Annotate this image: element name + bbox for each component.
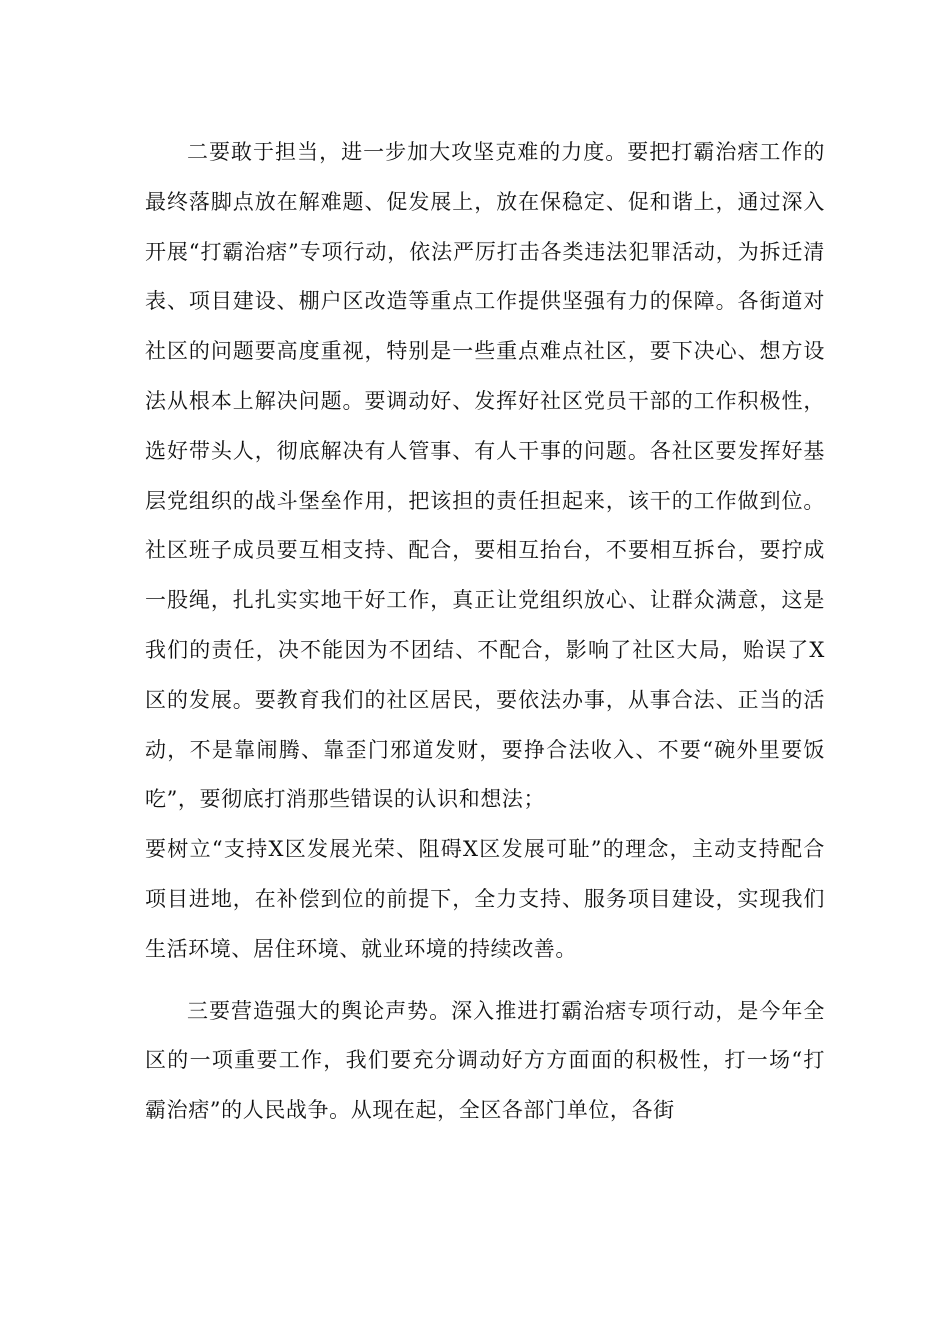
document-body xyxy=(145,128,825,1136)
paragraph-two-dare-to-take-responsibility: 二要敢于担当，进一步加大攻坚克难的力度。要把打霸治痞工作的最终落脚点放在解难题、促发展上，放在保稳定、促和谐上，通过深入开展“打霸治痞”专项行动，依法严厉打击各类违法犯罪活动，为拆迁清表、项目建设、棚户区改造等重点工作提供坚强有力的保障。各街道对社区的问题要高度重视，特别是一些重点难点社区，要下决心、想方设法从根本上解决问题。要调动好、发挥好社区党员干部的工作积极性，选好带头人，彻底解决有人管事、有人干事的问题。各社区要发挥好基层党组织的战斗堡垒作用，把该担的责任担起来，该干的工作做到位。社区班子成员要互相支持、配合，要相互抬台，不要相互拆台，要拧成一股绳，扎扎实实地干好工作，真正让党组织放心、让群众满意，这是我们的责任，决不能因为不团结、不配合，影响了社区大局，贻误了X区的发展。要教育我们的社区居民，要依法办事，从事合法、正当的活动，不是靠闹腾、靠歪门邪道发财，要挣合法收入、不要“碗外里要饭吃”，要彻底打消那些错误的认识和想法； xyxy=(145,140,825,812)
paragraph-three-public-opinion: 三要营造强大的舆论声势。深入推进打霸治痞专项行动，是今年全区的一项重要工作，我们要充分调动好方方面面的积极性，打一场“打霸治痞”的人民战争。从现在起，全区各部门单位，各街 xyxy=(145,998,825,1123)
paragraph-establish-concept: 要树立“支持X区发展光荣、阻碍X区发展可耻”的理念，主动支持配合项目进地，在补偿到位的前提下，全力支持、服务项目建设，实现我们生活环境、居住环境、就业环境的持续改善。 xyxy=(145,837,825,961)
